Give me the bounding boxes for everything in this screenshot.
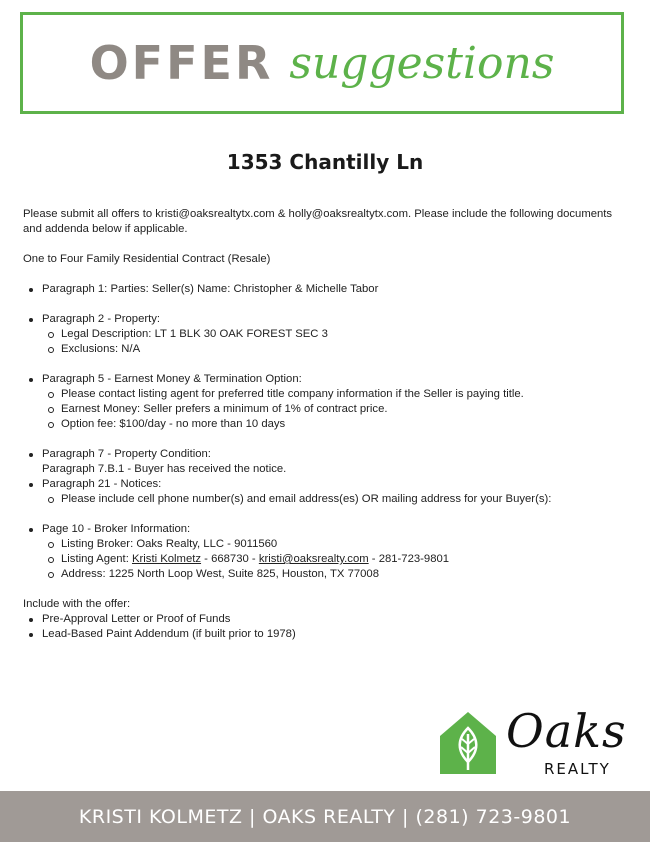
broker-address: Address: 1225 North Loop West, Suite 825, Houston, TX 77008	[42, 567, 623, 582]
house-leaf-icon	[438, 710, 498, 776]
paragraph-5-title: Paragraph 5 - Earnest Money & Termination Option:	[42, 373, 302, 385]
sub-list	[42, 387, 623, 432]
agent-email-link[interactable]: kristi@oaksrealty.com	[258, 553, 369, 565]
list-item: Earnest Money: Seller prefers a minimum of 1% of contract price.	[42, 402, 623, 417]
paragraph-list	[23, 447, 623, 507]
agent-license: - 668730 -	[201, 553, 259, 565]
agent-label: Listing Agent:	[61, 553, 132, 565]
oaks-realty-logo	[438, 704, 638, 784]
list-item: Legal Description: LT 1 BLK 30 OAK FOREST SEC 3	[42, 327, 623, 342]
list-item	[23, 522, 623, 582]
list-item	[23, 312, 623, 357]
intro-text: Please submit all offers to kristi@oaksrealtytx.com & holly@oaksrealtytx.com. Please include the following documents and addenda below if applicable.	[23, 208, 613, 235]
offer-heading: OFFER	[89, 36, 274, 90]
paragraph-list	[23, 372, 623, 432]
listing-broker: Listing Broker: Oaks Realty, LLC - 9011560	[42, 537, 623, 552]
agent-name-link[interactable]: Kristi Kolmetz	[131, 553, 202, 565]
footer-bar	[0, 791, 650, 842]
sub-list	[42, 492, 623, 507]
paragraph-21-title: Paragraph 21 - Notices:	[42, 478, 162, 490]
suggestions-heading: suggestions	[289, 37, 555, 89]
paragraph-list	[23, 522, 623, 582]
paragraph-2-title: Paragraph 2 - Property:	[42, 313, 161, 325]
paragraph-7-title: Paragraph 7 - Property Condition:	[42, 448, 211, 460]
paragraph-list	[23, 312, 623, 357]
include-title: Include with the offer:	[23, 598, 131, 610]
list-item	[23, 447, 623, 477]
page-10-title: Page 10 - Broker Information:	[42, 523, 191, 535]
list-item: Exclusions: N/A	[42, 342, 623, 357]
list-item: Please include cell phone number(s) and email address(es) OR mailing address for your Buyer(s):	[42, 492, 623, 507]
list-item: Pre-Approval Letter or Proof of Funds	[23, 612, 623, 627]
paragraph-1: Paragraph 1: Parties: Seller(s) Name: Christopher & Michelle Tabor	[42, 283, 379, 295]
include-list	[23, 612, 623, 642]
paragraph-7-detail: Paragraph 7.B.1 - Buyer has received the notice.	[42, 463, 287, 475]
offer-instructions	[23, 207, 623, 642]
property-address: 1353 Chantilly Ln	[226, 150, 424, 174]
list-item: Please contact listing agent for preferred title company information if the Seller is paying title.	[42, 387, 623, 402]
logo-tagline: REALTY	[544, 760, 611, 778]
list-item: Lead-Based Paint Addendum (if built prior to 1978)	[23, 627, 623, 642]
paragraph-list	[23, 282, 623, 297]
list-item	[23, 477, 623, 507]
agent-phone: - 281-723-9801	[368, 553, 450, 565]
header-banner	[20, 12, 624, 114]
sub-list	[42, 537, 623, 582]
list-item: Option fee: $100/day - no more than 10 days	[42, 417, 623, 432]
contract-name: One to Four Family Residential Contract (Resale)	[23, 253, 271, 265]
logo-wordmark: Oaks	[506, 704, 627, 758]
list-item	[23, 372, 623, 432]
listing-agent	[42, 552, 623, 567]
list-item	[23, 282, 623, 297]
sub-list	[42, 327, 623, 357]
footer-contact: KRISTI KOLMETZ | OAKS REALTY | (281) 723-9801	[78, 805, 572, 828]
